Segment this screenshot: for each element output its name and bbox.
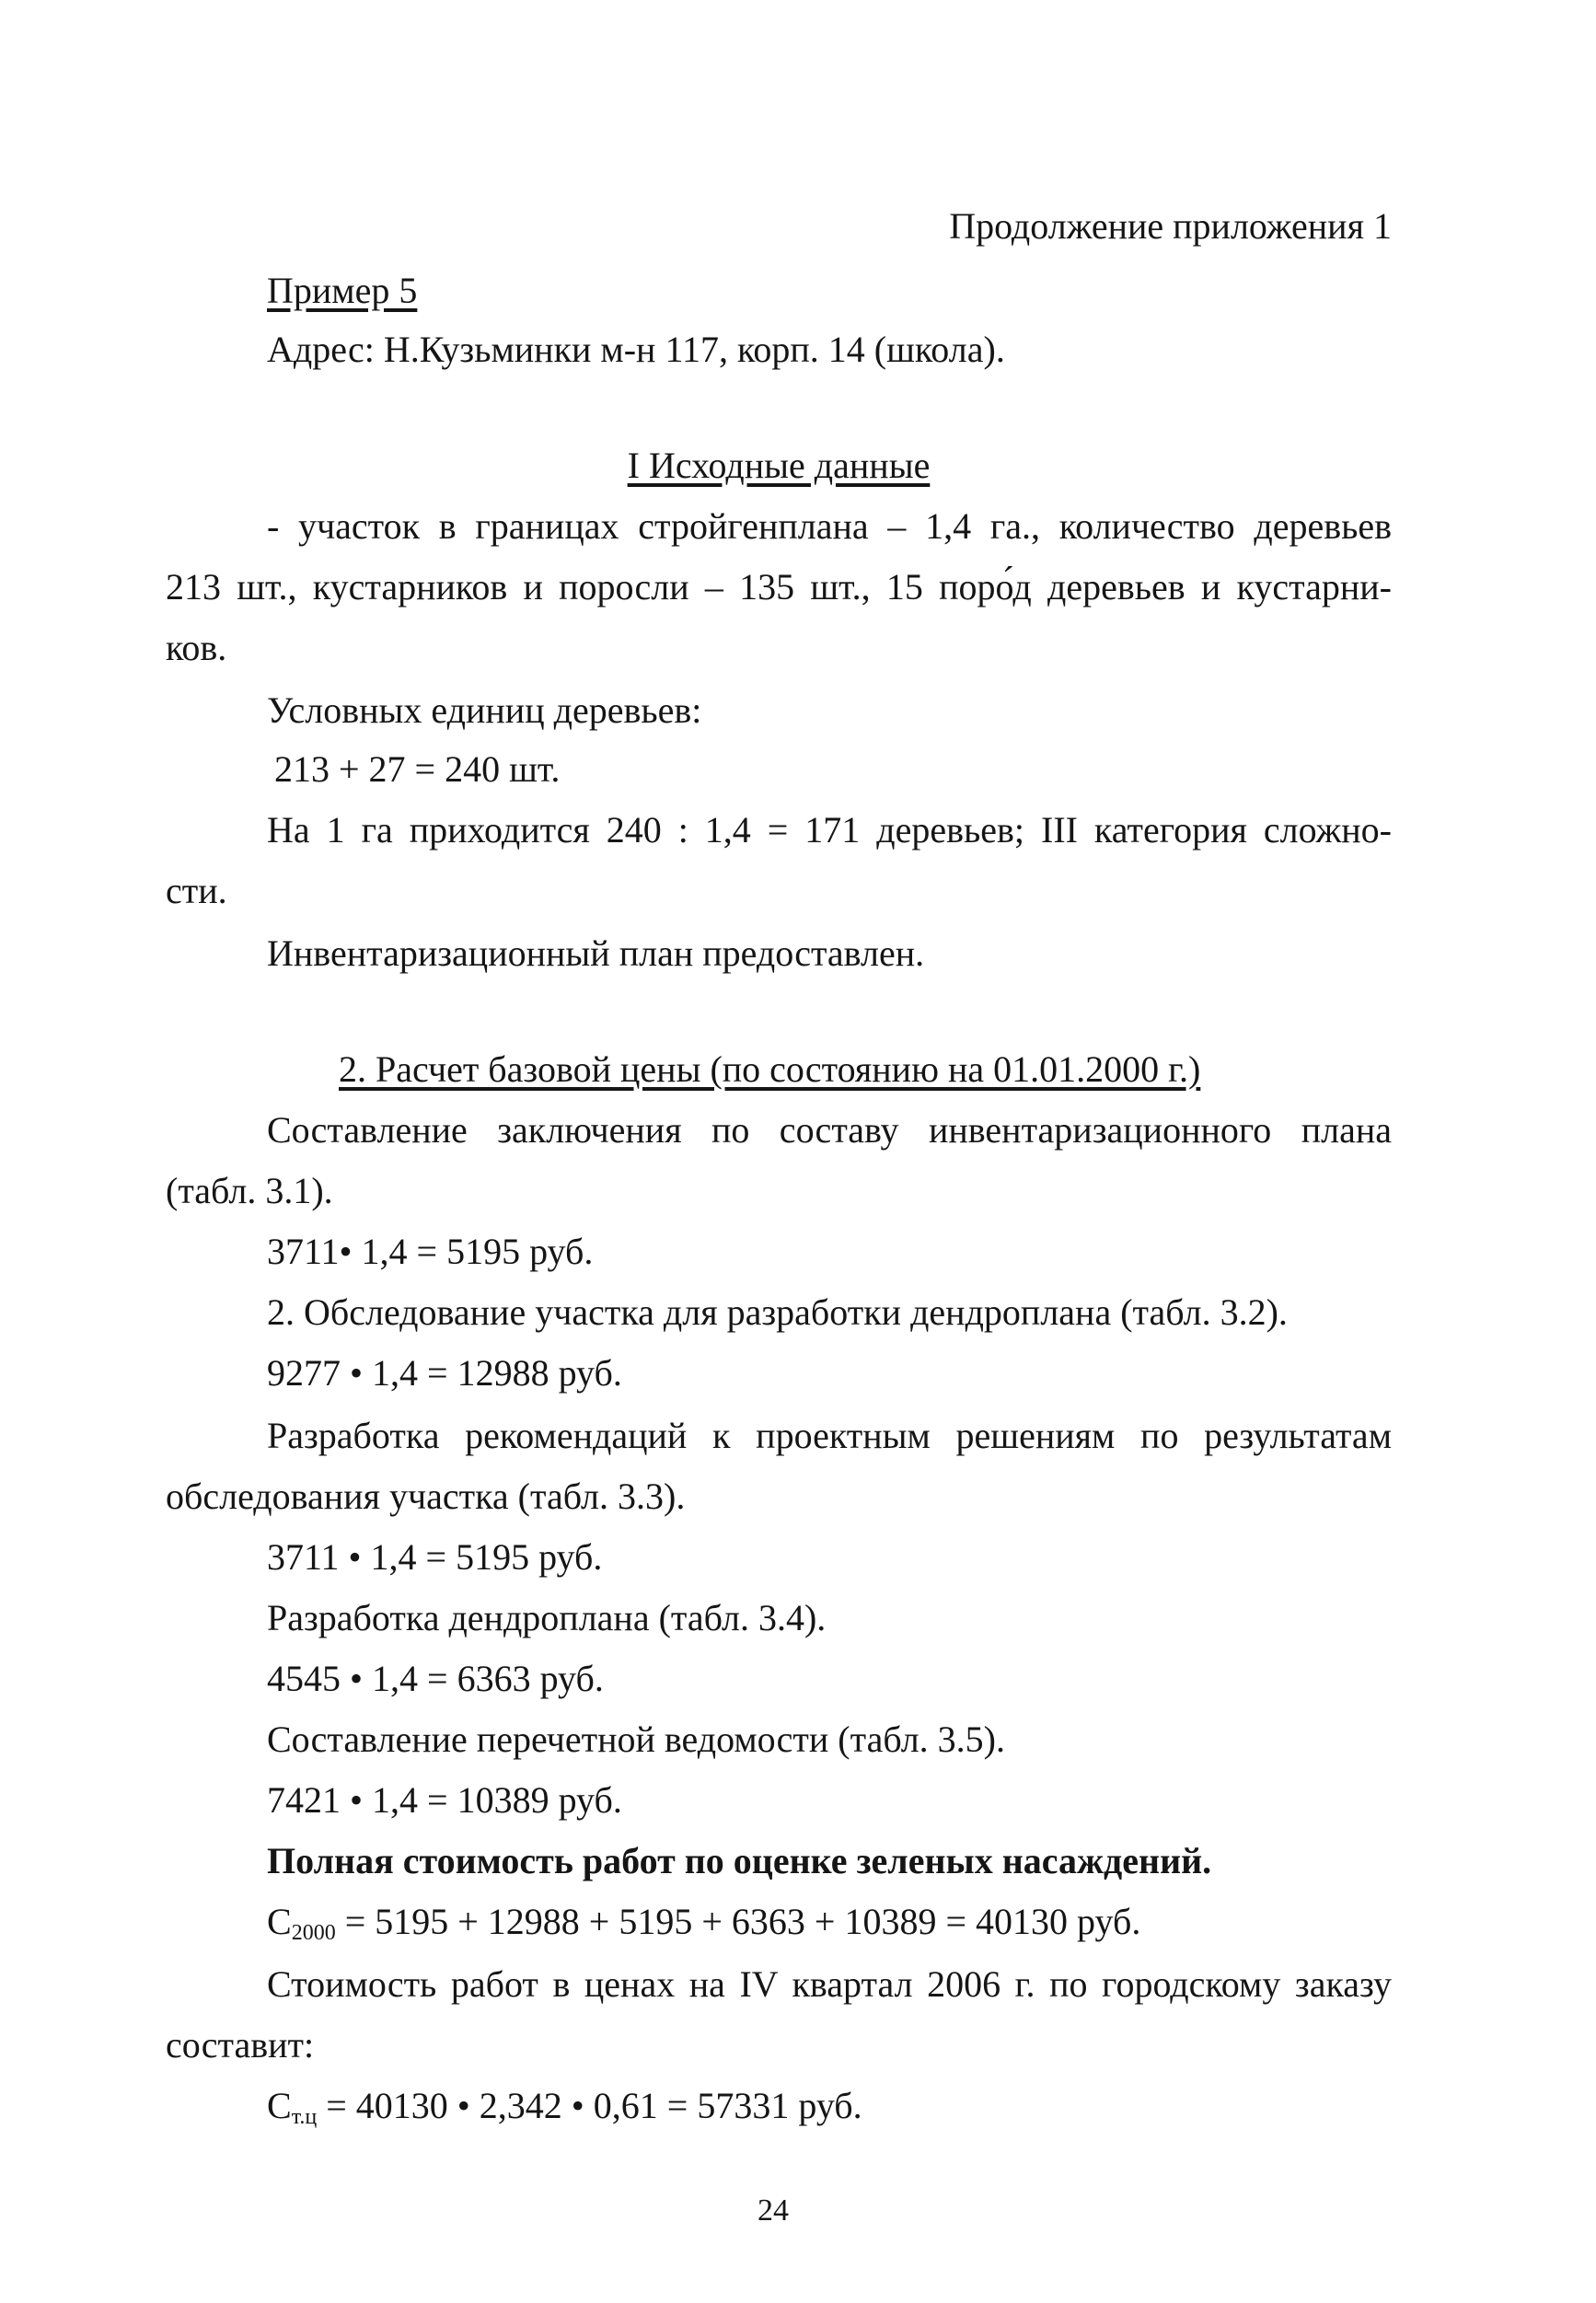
item5-text: Составление перечетной ведомости (табл. 3.5). [267, 1719, 1005, 1760]
item1-line-2: (табл. 3.1). [166, 1170, 333, 1211]
page-number: 24 [758, 2193, 789, 2228]
item3-calculation: 3711 • 1,4 = 5195 руб. [267, 1536, 603, 1578]
total-cost-symbol: С [267, 1901, 292, 1942]
total-cost-expression: = 5195 + 12988 + 5195 + 6363 + 10389 = 40130 руб. [335, 1901, 1141, 1942]
total-cost-formula [267, 1900, 1140, 1955]
item1-calculation: 3711• 1,4 = 5195 руб. [267, 1231, 594, 1272]
per-hectare-line-1: На 1 га приходится 240 : 1,4 = 171 деревьев; III категория сложно- [267, 809, 1392, 851]
city-order-line-2: составит: [166, 2024, 315, 2066]
total-cost-subscript: 2000 [291, 1921, 336, 1945]
item2-calculation: 9277 • 1,4 = 12988 руб. [267, 1352, 622, 1394]
section-heading-initial-data: I Исходные данные [627, 445, 931, 486]
per-hectare-line-2: сти. [166, 870, 227, 911]
plan-note: Инвентаризационный план предоставлен. [267, 932, 925, 974]
city-order-subscript: т.ц [291, 2105, 318, 2129]
total-cost-heading: Полная стоимость работ по оценке зеленых насаждений. [267, 1840, 1212, 1881]
item3-line-1: Разработка рекомендаций к проектным решениям по результатам [267, 1415, 1392, 1456]
address-line: Адрес: Н.Кузьминки м-н 117, корп. 14 (школа). [267, 329, 1005, 370]
city-order-formula [267, 2084, 862, 2139]
item5-calculation: 7421 • 1,4 = 10389 руб. [267, 1779, 622, 1821]
city-order-expression: = 40130 • 2,342 • 0,61 = 57331 руб. [317, 2085, 862, 2126]
item2-text: 2. Обследование участка для разработки дендроплана (табл. 3.2). [267, 1291, 1288, 1333]
paragraph-plot-line-3: ков. [166, 627, 227, 668]
section-heading-base-price: 2. Расчет базовой цены (по состоянию на 01.01.2000 г.) [339, 1048, 1201, 1090]
city-order-line-1: Стоимость работ в ценах на IV квартал 2006 г. по городскому заказу [267, 1963, 1392, 2005]
units-calculation: 213 + 27 = 240 шт. [274, 748, 561, 790]
city-order-symbol: С [267, 2085, 292, 2126]
paragraph-plot-line-1: - участок в границах стройгенплана – 1,4 га., количество деревьев [267, 505, 1392, 547]
example-title: Пример 5 [267, 270, 418, 311]
continuation-header: Продолжение приложения 1 [949, 205, 1392, 247]
paragraph-plot-line-2: 213 шт., кустарников и поросли – 135 шт., 15 поро́д деревьев и кустарни- [166, 566, 1392, 608]
item3-line-2: обследования участка (табл. 3.3). [166, 1476, 686, 1517]
item4-text: Разработка дендроплана (табл. 3.4). [267, 1597, 827, 1638]
item4-calculation: 4545 • 1,4 = 6363 руб. [267, 1658, 604, 1699]
units-label: Условных единиц деревьев: [267, 689, 702, 731]
item1-line-1: Составление заключения по составу инвентаризационного плана [267, 1109, 1392, 1151]
